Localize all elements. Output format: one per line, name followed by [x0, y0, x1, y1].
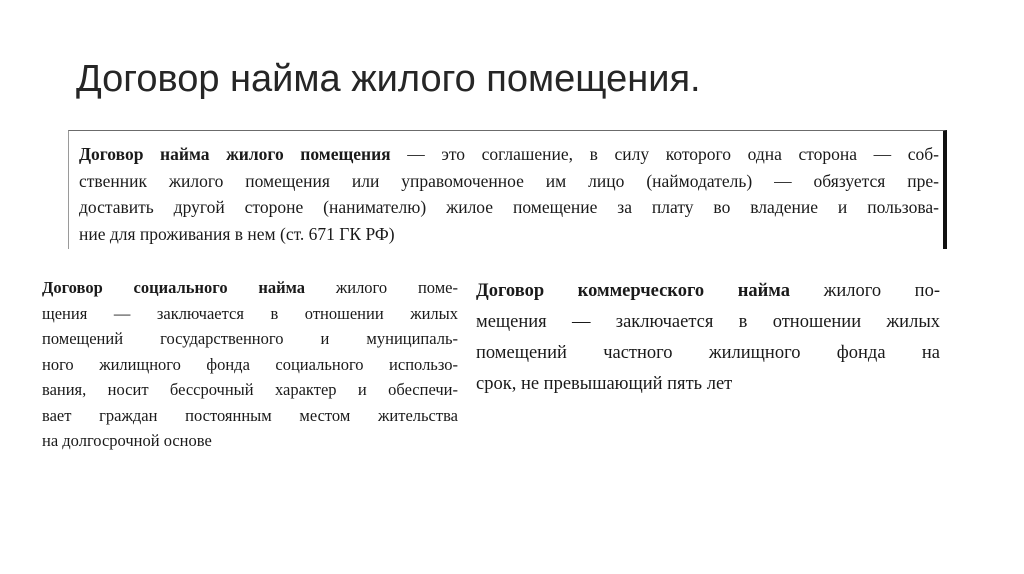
definition-term: Договор найма жилого помещения — [79, 144, 391, 164]
commercial-contract-line: помещений частного жилищного фонда на — [476, 343, 940, 363]
definition-line — [79, 141, 939, 168]
social-contract-line: на долгосрочной основе — [42, 431, 212, 450]
commercial-contract-line: мещения — заключается в отношении жилых — [476, 312, 940, 332]
definition-line: ние для проживания в нем (ст. 671 ГК РФ) — [79, 223, 395, 244]
commercial-contract-line — [476, 276, 940, 307]
definition-text — [79, 141, 939, 247]
commercial-contract-text — [476, 276, 940, 400]
definition-line-text: — это соглашение, в силу которого одна сторона — соб- — [390, 144, 939, 164]
social-contract-term: Договор социального найма — [42, 278, 306, 297]
social-contract-line: вания, носит бессрочный характер и обеспечи- — [42, 380, 458, 399]
social-contract-line: ного жилищного фонда социального использо- — [42, 354, 458, 374]
commercial-contract-term: Договор коммерческого найма — [476, 281, 791, 301]
slide-title: Договор найма жилого помещения. — [76, 58, 701, 100]
social-contract-line: щения — заключается в отношении жилых — [42, 303, 458, 323]
commercial-contract-line-text: жилого по- — [790, 281, 940, 301]
social-contract-text — [42, 275, 458, 454]
social-contract-line — [42, 275, 458, 301]
definition-line: ственник жилого помещения или управомоченное им лицо (наймодатель) — обязуется пре- — [79, 170, 939, 191]
definition-box — [68, 130, 947, 249]
social-contract-line: помещений государственного и муниципаль- — [42, 329, 458, 348]
commercial-contract-line: срок, не превышающий пять лет — [476, 374, 733, 394]
social-contract-line: вает граждан постоянным местом жительства — [42, 405, 458, 425]
social-contract-line-text: жилого поме- — [305, 278, 458, 297]
definition-line: доставить другой стороне (нанимателю) жилое помещение за плату во владение и пользова- — [79, 197, 939, 217]
